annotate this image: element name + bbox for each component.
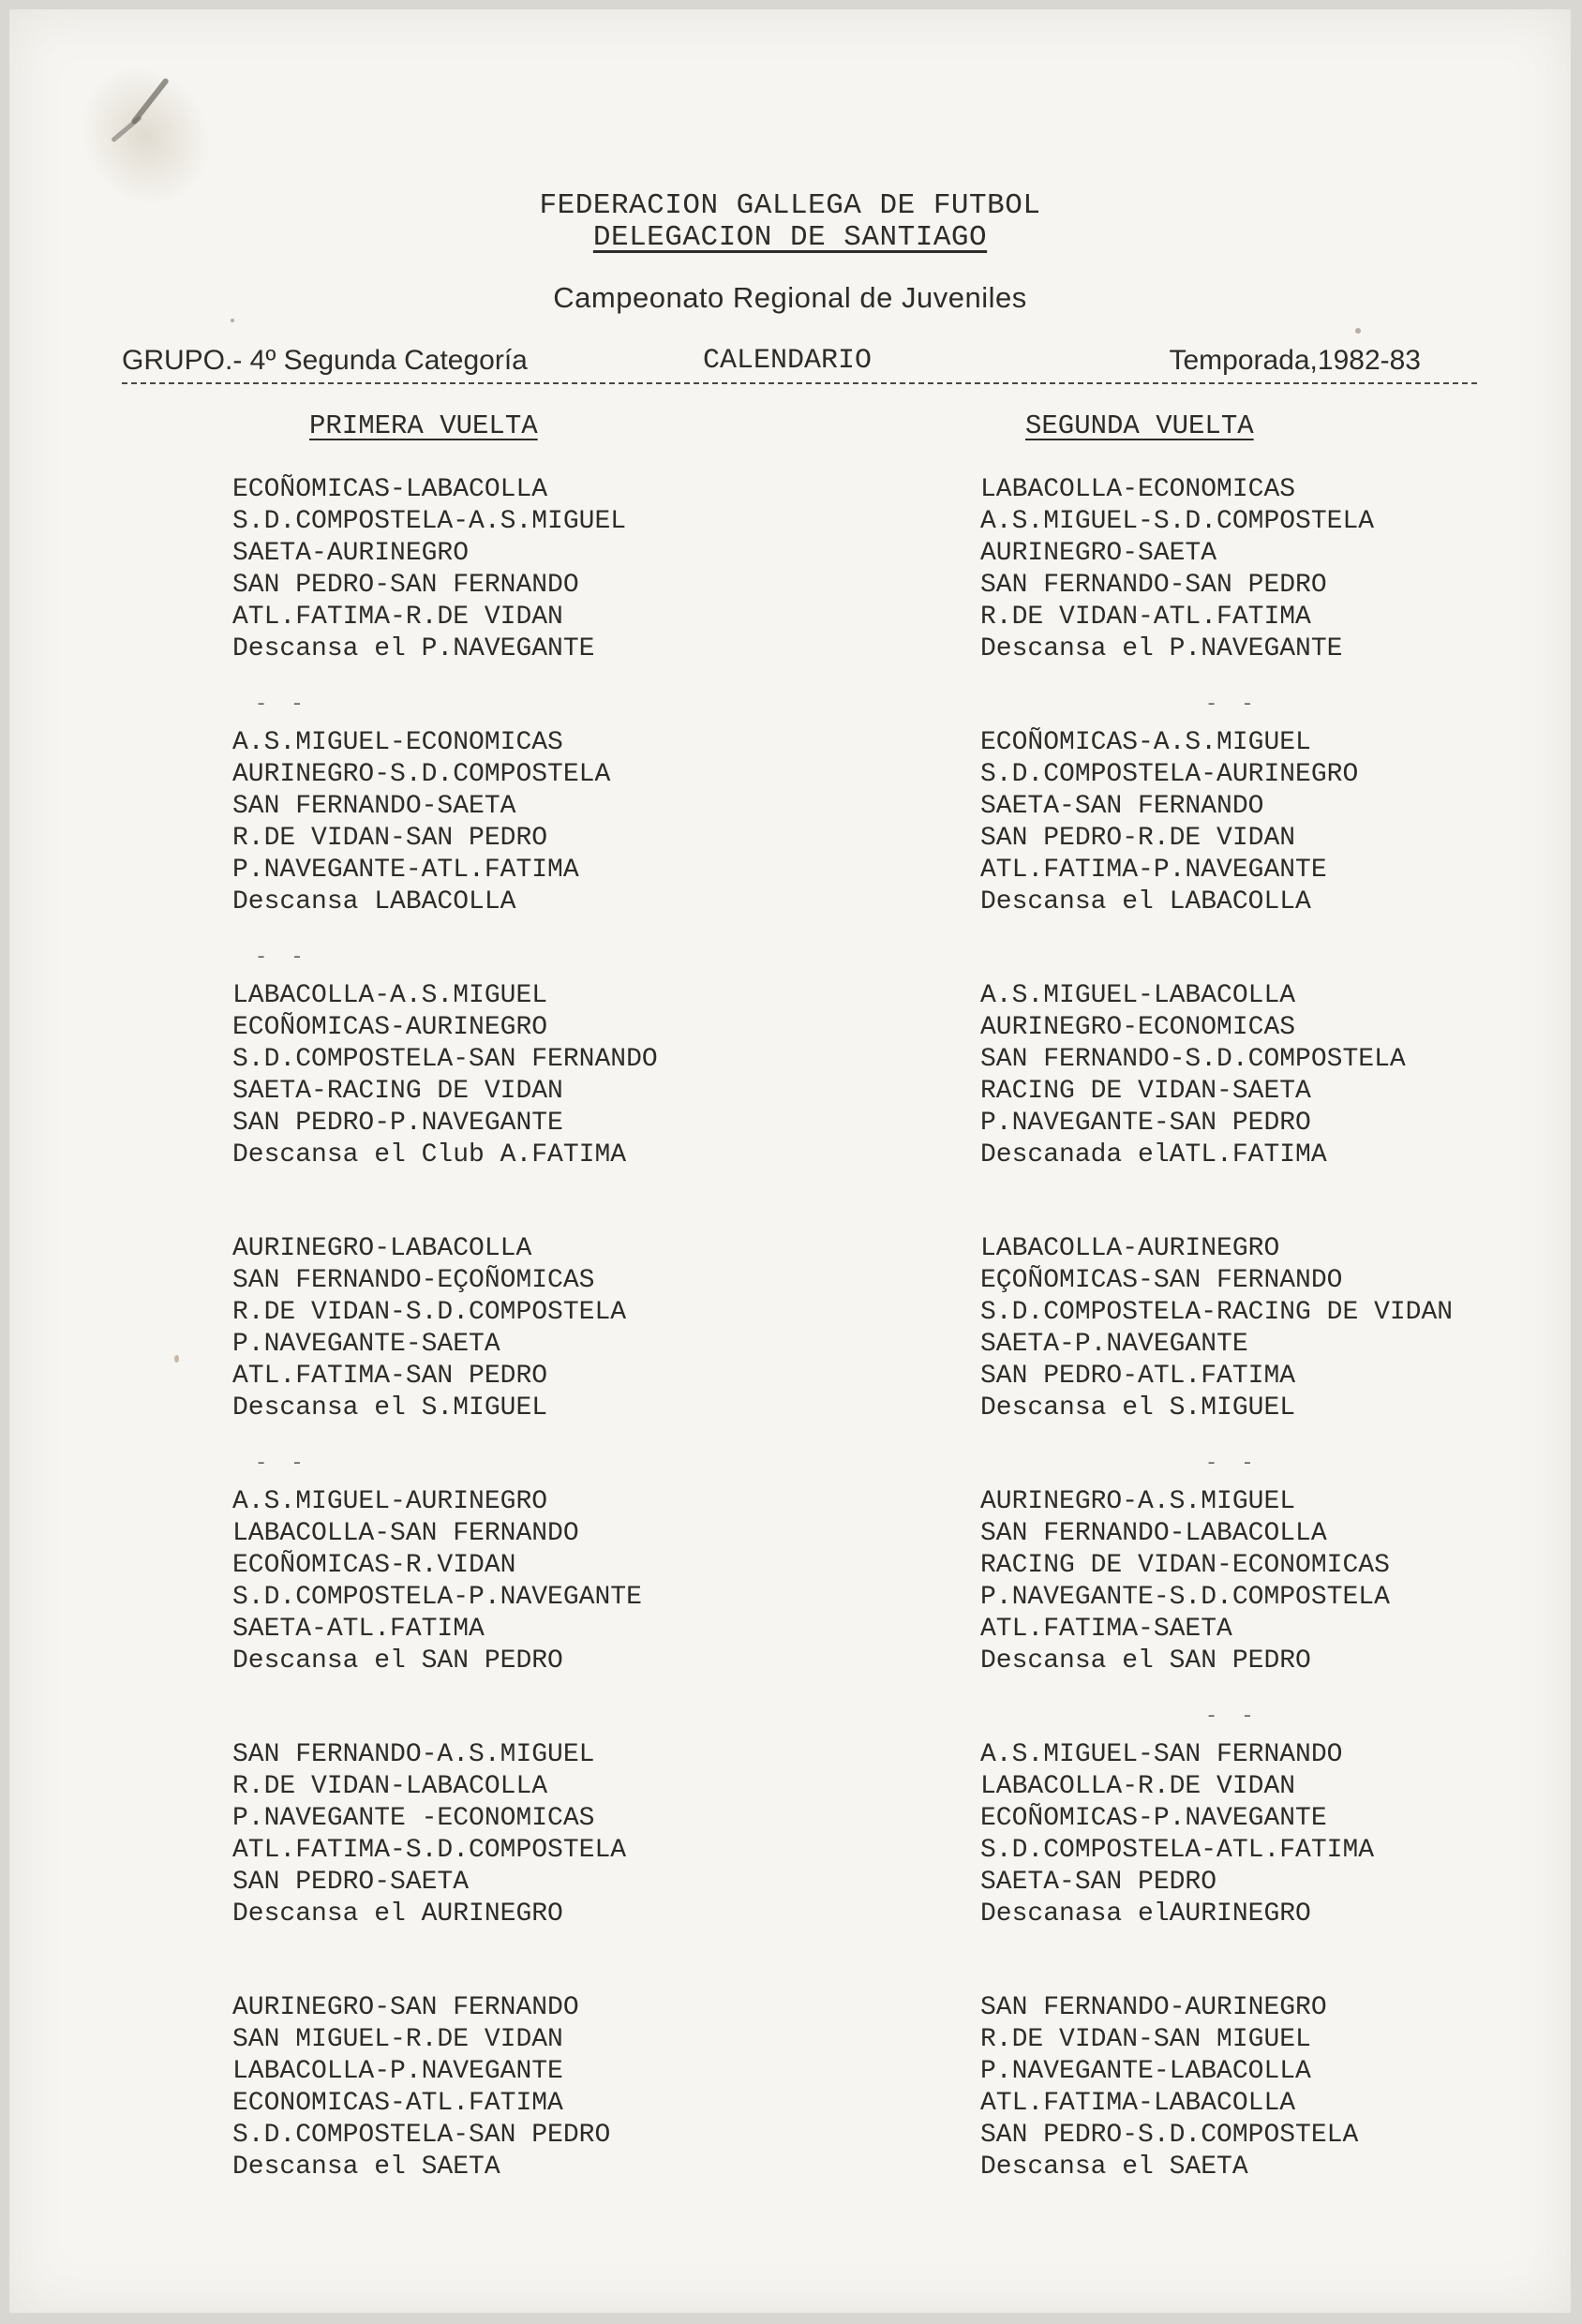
fixture-round (232, 1992, 945, 2245)
fixture-line: S.D.COMPOSTELA-A.S.MIGUEL (232, 507, 627, 536)
fixture-line: A.S.MIGUEL-AURINEGRO (232, 1487, 548, 1516)
fixture-line: LABACOLLA-SAN FERNANDO (232, 1519, 579, 1548)
fixture-line: S.D.COMPOSTELA-SAN FERNANDO (232, 1045, 658, 1074)
delegation-title-text: DELEGACION DE SANTIAGO (592, 221, 988, 254)
fixture-line: SAETA-ATL.FATIMA (232, 1615, 485, 1644)
fixture-line: SAETA-P.NAVEGANTE (980, 1330, 1248, 1359)
fixture-line: AURINEGRO-A.S.MIGUEL (980, 1487, 1296, 1516)
rest-line: Descansa el Club A.FATIMA (232, 1140, 627, 1169)
fixture-line: A.S.MIGUEL-S.D.COMPOSTELA (980, 507, 1375, 536)
round-separator: - - (255, 946, 309, 969)
fixture-round (232, 727, 945, 980)
fixture-line: P.NAVEGANTE-ATL.FATIMA (232, 856, 579, 885)
paper-speck (1355, 328, 1361, 334)
rest-line: Descansa el SAN PEDRO (980, 1646, 1311, 1676)
fixture-line: LABACOLLA-AURINEGRO (980, 1234, 1280, 1263)
fixture-round (980, 980, 1561, 1233)
fixture-line: P.NAVEGANTE-SAN PEDRO (980, 1109, 1311, 1138)
fixture-round (980, 727, 1561, 980)
fixture-line: SAN FERNANDO-A.S.MIGUEL (232, 1740, 595, 1769)
fixture-line: ATL.FATIMA-P.NAVEGANTE (980, 856, 1327, 885)
fixture-line: R.DE VIDAN-LABACOLLA (232, 1772, 548, 1801)
paper-speck (231, 319, 234, 322)
round-separator: - - (1205, 1452, 1260, 1475)
fixture-line: A.S.MIGUEL-LABACOLLA (980, 981, 1296, 1010)
fixture-line: SAN FERNANDO-SAETA (232, 792, 516, 821)
fixture-round (232, 1233, 945, 1486)
fixture-line: SAN FERNANDO-LABACOLLA (980, 1519, 1327, 1548)
group-row (122, 345, 1477, 384)
fixture-line: ATL.FATIMA-SAN PEDRO (232, 1362, 548, 1391)
segunda-vuelta-title: SEGUNDA VUELTA (1025, 410, 1254, 441)
rest-line: Descansa el P.NAVEGANTE (980, 634, 1343, 663)
fixture-line: SAN FERNANDO-AURINEGRO (980, 1993, 1327, 2022)
primera-vuelta-column (232, 474, 945, 2245)
round-separator: - - (255, 1452, 309, 1475)
fixture-line: SAETA-RACING DE VIDAN (232, 1077, 563, 1106)
delegation-title (9, 221, 1571, 254)
round-separator: - - (1205, 1705, 1260, 1728)
fixture-line: SAN PEDRO-R.DE VIDAN (980, 824, 1296, 853)
rest-line: Descansa LABACOLLA (232, 887, 516, 916)
fixture-line: LABACOLLA-R.DE VIDAN (980, 1772, 1296, 1801)
fixture-line: AURINEGRO-SAN FERNANDO (232, 1993, 579, 2022)
season-label: Temporada,1982-83 (1169, 345, 1421, 376)
fixture-line: P.NAVEGANTE-SAETA (232, 1330, 500, 1359)
fixture-line: ATL.FATIMA-LABACOLLA (980, 2089, 1296, 2118)
fixture-line: LABACOLLA-P.NAVEGANTE (232, 2057, 563, 2086)
round-separator: - - (1205, 693, 1260, 716)
fixture-line: R.DE VIDAN-SAN MIGUEL (980, 2025, 1311, 2054)
fixture-line: EÇOÑOMICAS-SAN FERNANDO (980, 1266, 1343, 1295)
fixture-line: AURINEGRO-LABACOLLA (232, 1234, 532, 1263)
round-separator: - - (255, 693, 309, 716)
rest-line: Descanasa elAURINEGRO (980, 1899, 1311, 1929)
fixture-line: S.D.COMPOSTELA-SAN PEDRO (232, 2121, 611, 2150)
fixture-line: LABACOLLA-ECONOMICAS (980, 475, 1296, 504)
fixture-line: ATL.FATIMA-R.DE VIDAN (232, 603, 563, 632)
fixture-round (232, 1486, 945, 1739)
rest-line: Descansa el SAETA (232, 2153, 500, 2182)
fixture-round (980, 1992, 1561, 2245)
fixture-round (980, 1233, 1561, 1486)
federation-title: FEDERACION GALLEGA DE FUTBOL (539, 189, 1041, 222)
fixture-line: SAN FERNANDO-EÇOÑOMICAS (232, 1266, 595, 1295)
fixture-line: S.D.COMPOSTELA-RACING DE VIDAN (980, 1298, 1454, 1327)
rest-line: Descansa el S.MIGUEL (980, 1393, 1296, 1423)
fixture-line: A.S.MIGUEL-SAN FERNANDO (980, 1740, 1343, 1769)
paper-speck (174, 1355, 179, 1363)
fixture-round (980, 1486, 1561, 1739)
fixture-round (232, 474, 945, 727)
fixture-line: SAETA-SAN FERNANDO (980, 792, 1264, 821)
document-page (9, 9, 1571, 2313)
fixture-line: P.NAVEGANTE-S.D.COMPOSTELA (980, 1583, 1390, 1612)
fixture-round (980, 1739, 1561, 1992)
rest-line: Descansa el LABACOLLA (980, 887, 1311, 916)
fixture-line: SAN PEDRO-SAETA (232, 1868, 470, 1897)
fixture-line: A.S.MIGUEL-ECONOMICAS (232, 728, 563, 757)
fixture-line: RACING DE VIDAN-ECONOMICAS (980, 1551, 1390, 1580)
fixture-line: S.D.COMPOSTELA-AURINEGRO (980, 760, 1359, 789)
segunda-vuelta-column (980, 474, 1561, 2245)
rest-line: Descansa el SAN PEDRO (232, 1646, 563, 1676)
fixture-line: SAN PEDRO-S.D.COMPOSTELA (980, 2121, 1359, 2150)
fixture-line: ECOÑOMICAS-LABACOLLA (232, 475, 548, 504)
fixture-line: AURINEGRO-S.D.COMPOSTELA (232, 760, 611, 789)
fixture-line: ECOÑOMICAS-R.VIDAN (232, 1551, 516, 1580)
group-label: GRUPO.- 4º Segunda Categoría (122, 345, 528, 376)
fixture-line: AURINEGRO-SAETA (980, 539, 1217, 568)
fixture-line: SAETA-SAN PEDRO (980, 1868, 1217, 1897)
rest-line: Descansa el AURINEGRO (232, 1899, 563, 1929)
fixture-line: SAN PEDRO-SAN FERNANDO (232, 571, 579, 600)
fixture-line: ECOÑOMICAS-P.NAVEGANTE (980, 1804, 1327, 1833)
fixture-line: SAETA-AURINEGRO (232, 539, 470, 568)
primera-vuelta-title: PRIMERA VUELTA (309, 410, 538, 441)
fixture-line: ECOÑOMICAS-AURINEGRO (232, 1013, 548, 1042)
fixture-round (232, 1739, 945, 1992)
fixture-line: S.D.COMPOSTELA-P.NAVEGANTE (232, 1583, 642, 1612)
fixture-line: AURINEGRO-ECONOMICAS (980, 1013, 1296, 1042)
fixture-line: SAN MIGUEL-R.DE VIDAN (232, 2025, 563, 2054)
fixture-line: R.DE VIDAN-S.D.COMPOSTELA (232, 1298, 627, 1327)
fixture-line: R.DE VIDAN-ATL.FATIMA (980, 603, 1311, 632)
fixture-line: SAN PEDRO-P.NAVEGANTE (232, 1109, 563, 1138)
fixture-line: P.NAVEGANTE -ECONOMICAS (232, 1804, 595, 1833)
fixture-line: ATL.FATIMA-SAETA (980, 1615, 1232, 1644)
fixture-line: P.NAVEGANTE-LABACOLLA (980, 2057, 1311, 2086)
rest-line: Descansa el SAETA (980, 2153, 1248, 2182)
fixture-line: ECOÑOMICAS-A.S.MIGUEL (980, 728, 1311, 757)
fixture-line: SAN PEDRO-ATL.FATIMA (980, 1362, 1296, 1391)
fixture-line: S.D.COMPOSTELA-ATL.FATIMA (980, 1836, 1375, 1865)
rest-line: Descansa el S.MIGUEL (232, 1393, 548, 1423)
fixture-line: SAN FERNANDO-SAN PEDRO (980, 571, 1327, 600)
fixture-line: SAN FERNANDO-S.D.COMPOSTELA (980, 1045, 1406, 1074)
calendar-label: CALENDARIO (703, 345, 873, 377)
fixture-round (980, 474, 1561, 727)
championship-title: Campeonato Regional de Juveniles (553, 281, 1027, 314)
fixture-line: RACING DE VIDAN-SAETA (980, 1077, 1311, 1106)
fixture-line: ECONOMICAS-ATL.FATIMA (232, 2089, 563, 2118)
fixture-line: ATL.FATIMA-S.D.COMPOSTELA (232, 1836, 627, 1865)
fixture-round (232, 980, 945, 1233)
rest-line: Descanada elATL.FATIMA (980, 1140, 1327, 1169)
fixture-line: LABACOLLA-A.S.MIGUEL (232, 981, 548, 1010)
rest-line: Descansa el P.NAVEGANTE (232, 634, 595, 663)
fixture-line: R.DE VIDAN-SAN PEDRO (232, 824, 548, 853)
